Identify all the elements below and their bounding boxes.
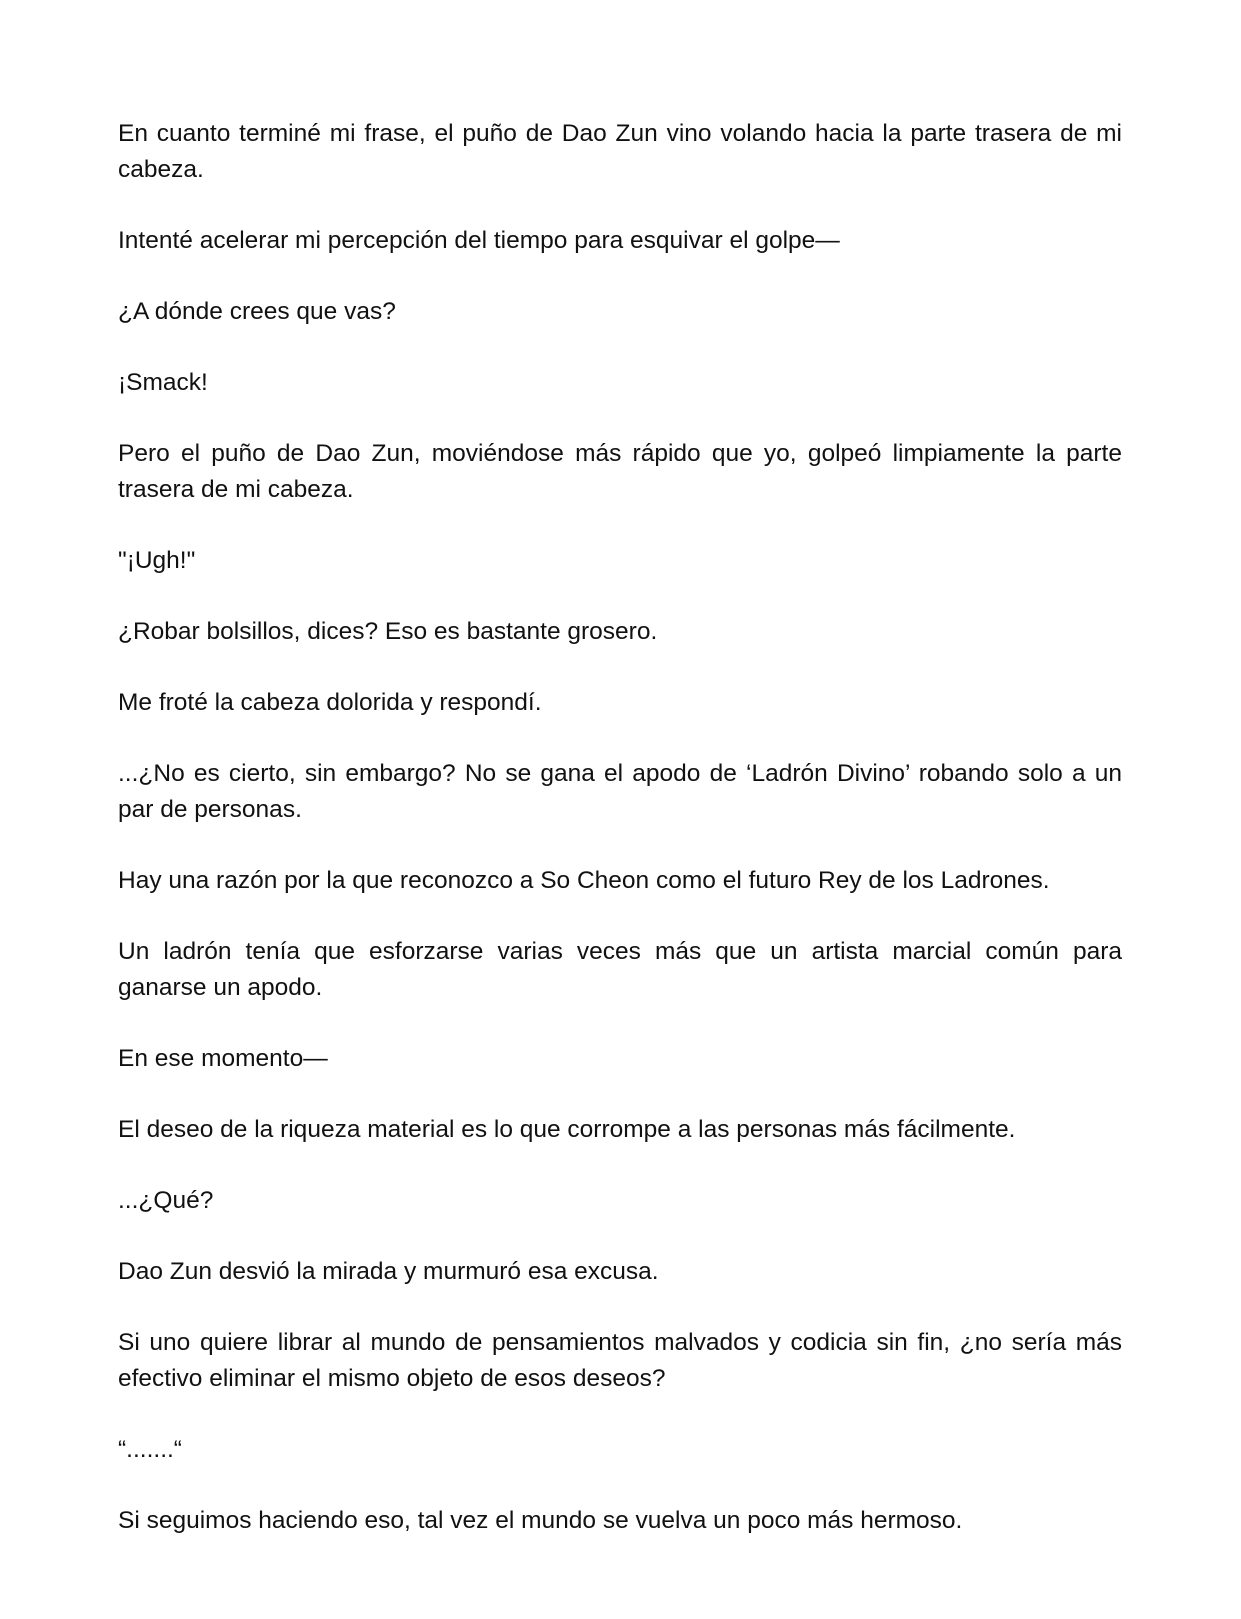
paragraph: "¡Ugh!" [118,547,196,574]
paragraph: ¿A dónde crees que vas? [118,298,396,325]
paragraph: En ese momento— [118,1045,328,1072]
paragraph: Pero el puño de Dao Zun, moviéndose más rápido que yo, golpeó limpiamente la parte trasera de mi cabeza. [118,440,1122,503]
paragraph: Intenté acelerar mi percepción del tiempo para esquivar el golpe— [118,227,840,254]
paragraph: ¡Smack! [118,369,208,396]
paragraph: Un ladrón tenía que esforzarse varias veces más que un artista marcial común para ganarse un apodo. [118,938,1122,1001]
paragraph: En cuanto terminé mi frase, el puño de Dao Zun vino volando hacia la parte trasera de mi cabeza. [118,120,1122,183]
paragraph: Dao Zun desvió la mirada y murmuró esa excusa. [118,1258,659,1285]
paragraph: El deseo de la riqueza material es lo que corrompe a las personas más fácilmente. [118,1116,1016,1143]
document-body [118,116,1122,1574]
paragraph: ...¿No es cierto, sin embargo? No se gana el apodo de ‘Ladrón Divino’ robando solo a un par de personas. [118,760,1122,823]
paragraph: Me froté la cabeza dolorida y respondí. [118,689,542,716]
paragraph: ...¿Qué? [118,1187,214,1214]
paragraph: Si uno quiere librar al mundo de pensamientos malvados y codicia sin fin, ¿no sería más efectivo eliminar el mismo objeto de esos deseos? [118,1329,1122,1392]
paragraph: Hay una razón por la que reconozco a So Cheon como el futuro Rey de los Ladrones. [118,867,1050,894]
paragraph: Si seguimos haciendo eso, tal vez el mundo se vuelva un poco más hermoso. [118,1507,963,1534]
paragraph: ¿Robar bolsillos, dices? Eso es bastante grosero. [118,618,658,645]
paragraph: “.......“ [118,1436,182,1463]
